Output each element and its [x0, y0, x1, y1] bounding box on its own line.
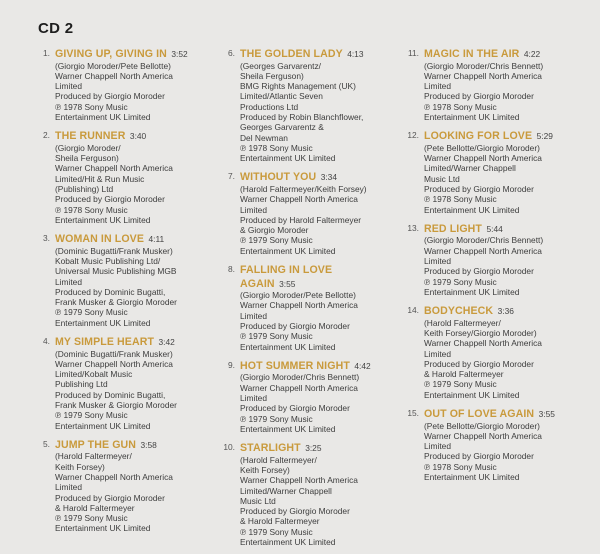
credit-line: Georges Garvarentz & [240, 122, 324, 133]
track-duration: 3:55 [538, 409, 555, 420]
tracklist-column-3 [403, 47, 583, 489]
track-duration: 5:44 [486, 223, 503, 234]
track-duration: 3:55 [279, 278, 296, 289]
track-duration: 4:13 [347, 49, 364, 59]
track-details [240, 170, 399, 256]
track-title: JUMP THE GUN [55, 438, 137, 451]
credit-line: Produced by Giorgio Moroder [55, 91, 165, 102]
credit-line: (Harold Faltermeyer/Keith Forsey) [240, 183, 367, 194]
track-details [424, 129, 583, 215]
track-title-line [424, 407, 583, 421]
credit-line: & Harold Faltermeyer [55, 502, 135, 513]
credit-line: (Giorgio Moroder/Chris Bennett) [424, 60, 544, 71]
credit-line: ℗ 1978 Sony Music [424, 194, 497, 205]
credit-line: Limited [424, 81, 451, 92]
track-title: STARLIGHT [240, 442, 301, 455]
credit-line: Publishing Ltd [55, 379, 108, 390]
track-details [424, 47, 583, 122]
credit-line: Entertainment UK Limited [55, 111, 151, 122]
track-number: 11. [407, 48, 419, 58]
credit-line: Entertainment UK Limited [424, 472, 520, 482]
credit-line: Produced by Harold Faltermeyer [240, 214, 362, 225]
credit-line: (Publishing) Ltd [55, 183, 114, 194]
track-title-line [424, 222, 583, 236]
credit-line: Warner Chappell North America [240, 382, 358, 393]
track-title: WITHOUT YOU [240, 171, 317, 184]
track-title-line [240, 441, 399, 455]
credit-line: Produced by Giorgio Moroder [55, 194, 165, 205]
track-entry [34, 129, 214, 225]
track-title-line [424, 47, 583, 61]
credit-line: ℗ 1978 Sony Music [424, 461, 497, 472]
credit-line: Limited/Warner Chappell [240, 485, 332, 496]
credit-line: ℗ 1978 Sony Music [55, 101, 128, 112]
credit-line: Warner Chappell North America [240, 300, 358, 311]
credit-line: (Harold Faltermeyer/ [55, 451, 132, 462]
credit-line: Warner Chappell North America [55, 358, 173, 369]
track-entry [403, 407, 583, 482]
track-title-line [55, 47, 214, 61]
credit-line: ℗ 1978 Sony Music [424, 101, 497, 112]
credit-line: Produced by Giorgio Moroder [424, 358, 534, 369]
track-title: BODYCHECK [424, 305, 494, 318]
track-entry [403, 304, 583, 400]
credit-line: Warner Chappell North America [424, 430, 542, 441]
credit-line: Keith Forsey) [240, 464, 290, 475]
credit-line: (Georges Garvarentz/ [240, 60, 321, 71]
track-duration: 3:52 [171, 49, 188, 59]
credit-line: Entertainment UK Limited [240, 341, 336, 352]
credit-line: Entertainment UK Limited [424, 286, 520, 297]
credit-line: Produced by Giorgio Moroder [240, 403, 350, 414]
track-details [55, 438, 214, 534]
track-details [55, 335, 214, 431]
credit-line: Keith Forsey) [55, 461, 105, 472]
credit-line: Warner Chappell North America [55, 70, 173, 81]
credit-line: Entertainment UK Limited [55, 317, 151, 328]
track-title: RED LIGHT [424, 222, 482, 235]
credit-line: Universal Music Publishing MGB [55, 266, 177, 277]
credit-line: Produced by Giorgio Moroder [424, 183, 534, 194]
track-number: 3. [43, 233, 50, 244]
track-entry [403, 222, 583, 297]
track-details [424, 222, 583, 297]
credit-line: Entertainment UK Limited [55, 214, 151, 225]
credit-line: Produced by Giorgio Moroder [240, 320, 350, 331]
track-duration: 4:22 [523, 49, 541, 59]
track-entry [34, 47, 214, 122]
credit-line: Entertainment UK Limited [240, 245, 336, 256]
credit-line: Limited/Hit & Run Music [55, 173, 145, 184]
track-number: 5. [43, 438, 50, 449]
track-title: OUT OF LOVE AGAIN [424, 408, 535, 421]
track-title-line [424, 129, 583, 143]
track-number: 10. [223, 442, 235, 453]
track-number: 1. [43, 48, 50, 58]
credit-line: Limited [240, 310, 267, 321]
track-title-line [240, 263, 399, 277]
credit-line: Music Ltd [240, 495, 276, 506]
credit-line: Limited [55, 482, 82, 493]
credit-line: Entertainment UK Limited [55, 523, 151, 534]
track-number: 14. [407, 305, 419, 316]
tracklist-column-1 [34, 47, 214, 541]
track-title: MAGIC IN THE AIR [424, 48, 520, 60]
credit-line: Produced by Giorgio Moroder [424, 91, 534, 102]
track-entry [219, 441, 399, 547]
credit-line: BMG Rights Management (UK) [240, 81, 356, 92]
credit-line: Entertainment UK Limited [424, 111, 520, 122]
track-title: WOMAN IN LOVE [55, 233, 144, 246]
track-title: THE GOLDEN LADY [240, 48, 343, 60]
track-number: 12. [407, 130, 419, 141]
track-number: 4. [43, 336, 50, 347]
track-entry [219, 263, 399, 352]
credit-line: Sheila Ferguson) [55, 153, 119, 164]
track-entry [403, 47, 583, 122]
credit-line: ℗ 1979 Sony Music [424, 379, 497, 390]
credit-line: ℗ 1979 Sony Music [55, 410, 128, 421]
credit-line: Limited [424, 348, 451, 359]
credit-line: (Pete Bellotte/Giorgio Moroder) [424, 420, 540, 431]
credit-line: Warner Chappell North America [240, 194, 358, 205]
credit-line: ℗ 1979 Sony Music [55, 307, 128, 318]
credit-line: Warner Chappell North America [424, 70, 542, 81]
credit-line: Limited [55, 276, 82, 287]
credit-line: ℗ 1979 Sony Music [240, 331, 313, 342]
track-entry [219, 359, 399, 434]
credit-line: (Dominic Bugatti/Frank Musker) [55, 348, 173, 359]
credit-line: & Harold Faltermeyer [424, 369, 504, 380]
credit-line: ℗ 1979 Sony Music [240, 235, 313, 246]
credit-line: ℗ 1979 Sony Music [424, 276, 497, 287]
credit-line: Music Ltd [424, 173, 460, 184]
credit-line: Produced by Giorgio Moroder [240, 506, 350, 517]
track-details [424, 304, 583, 400]
credit-line: Produced by Giorgio Moroder [55, 492, 165, 503]
track-title-continued: AGAIN [240, 277, 275, 290]
track-title-line [240, 277, 399, 291]
credit-line: (Giorgio Moroder/ [55, 142, 121, 153]
credit-line: Produced by Robin Blanchflower, [240, 111, 364, 122]
credit-line: Del Newman [240, 132, 288, 143]
track-number: 6. [228, 48, 235, 58]
track-details [55, 129, 214, 225]
cd-heading: CD 2 [38, 20, 74, 37]
credit-line: Limited [424, 255, 451, 266]
track-number: 15. [407, 408, 419, 419]
track-duration: 4:42 [354, 360, 371, 371]
credit-line: ℗ 1979 Sony Music [55, 513, 128, 524]
credit-line: Warner Chappell North America [240, 475, 358, 486]
credit-line: Produced by Dominic Bugatti, [55, 389, 166, 400]
track-details [424, 407, 583, 482]
credit-line: (Harold Faltermeyer/ [424, 317, 501, 328]
track-entry [34, 232, 214, 328]
credit-line: Kobalt Music Publishing Ltd/ [55, 255, 161, 266]
track-title: GIVING UP, GIVING IN [55, 48, 167, 60]
credit-line: Productions Ltd [240, 101, 299, 112]
credit-line: ℗ 1979 Sony Music [240, 526, 313, 537]
track-title-line [240, 47, 399, 61]
credit-line: Limited [240, 204, 267, 215]
track-duration: 3:58 [140, 439, 157, 450]
track-title-line [55, 232, 214, 246]
track-details [240, 441, 399, 547]
credit-line: Frank Musker & Giorgio Moroder [55, 297, 177, 308]
track-number: 2. [43, 130, 50, 141]
credit-line: Produced by Giorgio Moroder [424, 266, 534, 277]
credit-line: Warner Chappell North America [424, 153, 542, 164]
track-details [55, 47, 214, 122]
track-title: LOOKING FOR LOVE [424, 130, 533, 143]
track-duration: 3:34 [320, 172, 337, 183]
credit-line: Entertainment UK Limited [240, 153, 336, 164]
track-title-line [424, 304, 583, 318]
credit-line: Warner Chappell North America [424, 245, 542, 256]
credit-line: Keith Forsey/Giorgio Moroder) [424, 327, 537, 338]
credit-line: Limited [424, 441, 451, 452]
credit-line: Frank Musker & Giorgio Moroder [55, 400, 177, 411]
track-details [240, 263, 399, 352]
credit-line: Produced by Dominic Bugatti, [55, 286, 166, 297]
track-entry [34, 335, 214, 431]
credit-line: Limited/Warner Chappell [424, 163, 516, 174]
credit-line: Entertainment UK Limited [55, 420, 151, 431]
credit-line: Limited [55, 81, 82, 92]
credit-line: ℗ 1979 Sony Music [240, 413, 313, 424]
credit-line: Warner Chappell North America [55, 163, 173, 174]
track-number: 9. [228, 359, 235, 370]
track-title: MY SIMPLE HEART [55, 336, 155, 349]
credit-line: Produced by Giorgio Moroder [424, 451, 534, 462]
credit-line: Warner Chappell North America [424, 338, 542, 349]
track-entry [403, 129, 583, 215]
credit-line: (Giorgio Moroder/Pete Bellotte) [55, 60, 171, 71]
track-entry [219, 47, 399, 163]
track-number: 8. [228, 264, 235, 275]
credit-line: Entertainment UK Limited [424, 204, 520, 215]
credit-line: Limited/Atlantic Seven [240, 91, 323, 102]
credit-line: Warner Chappell North America [55, 472, 173, 482]
credit-line: & Harold Faltermeyer [240, 516, 320, 527]
credit-line: (Pete Bellotte/Giorgio Moroder) [424, 142, 540, 153]
credit-line: Limited [240, 392, 267, 403]
track-title-line [240, 359, 399, 373]
credit-line: (Giorgio Moroder/Pete Bellotte) [240, 290, 356, 301]
track-title: FALLING IN LOVE [240, 264, 333, 277]
tracklist-column-2 [219, 47, 399, 554]
credit-line: Entertainment UK Limited [240, 423, 336, 434]
credit-line: & Giorgio Moroder [240, 225, 309, 236]
track-duration: 3:40 [129, 131, 147, 142]
track-duration: 5:29 [536, 131, 553, 142]
credit-line: (Giorgio Moroder/Chris Bennett) [424, 235, 544, 246]
credit-line: (Giorgio Moroder/Chris Bennett) [240, 372, 360, 383]
credit-line: Limited/Kobalt Music [55, 369, 133, 380]
track-entry [34, 438, 214, 534]
track-number: 7. [228, 171, 235, 182]
track-title: THE RUNNER [55, 130, 126, 143]
track-title-line [240, 170, 399, 184]
credit-line: ℗ 1978 Sony Music [240, 142, 313, 153]
track-details [240, 47, 399, 163]
credit-line: Entertainment UK Limited [240, 536, 336, 547]
track-duration: 4:11 [148, 234, 165, 245]
track-duration: 3:25 [305, 443, 322, 454]
track-title-line [55, 129, 214, 143]
track-title: HOT SUMMER NIGHT [240, 359, 350, 372]
credit-line: (Dominic Bugatti/Frank Musker) [55, 245, 173, 256]
credit-line: Entertainment UK Limited [424, 389, 520, 400]
track-title-line [55, 438, 214, 452]
credit-line: ℗ 1978 Sony Music [55, 204, 128, 215]
credit-line: Sheila Ferguson) [240, 70, 304, 81]
credit-line: (Harold Faltermeyer/ [240, 454, 317, 465]
track-details [55, 232, 214, 328]
track-entry [219, 170, 399, 256]
track-details [240, 359, 399, 434]
track-duration: 3:36 [497, 306, 514, 317]
track-title-line [55, 335, 214, 349]
track-number: 13. [407, 222, 419, 233]
track-duration: 3:42 [158, 337, 175, 348]
